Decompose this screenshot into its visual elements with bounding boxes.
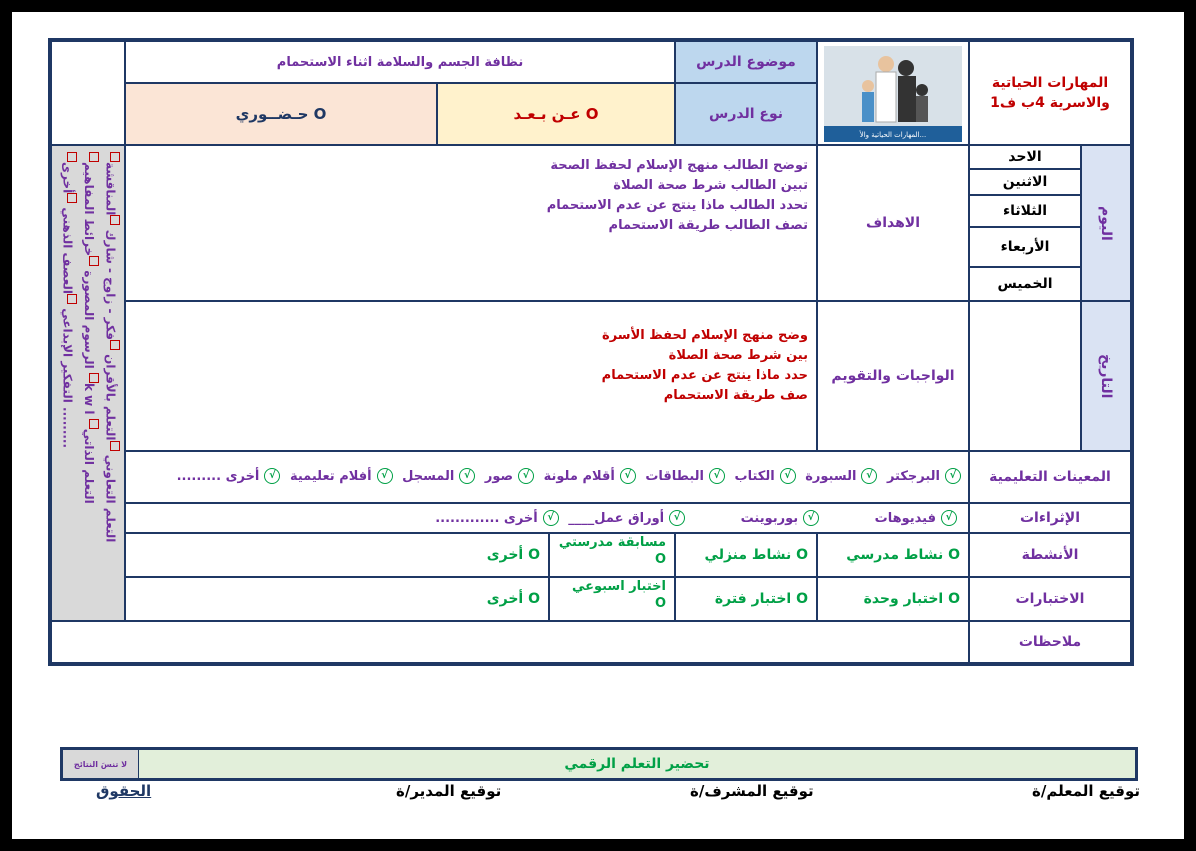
lesson-type-label: نوع الدرس [675, 83, 817, 145]
strategy-item: k w l [82, 382, 96, 415]
check-icon[interactable]: √ [709, 468, 725, 484]
image-caption: المهارات الحياتية والأ... [859, 131, 927, 139]
objective-item: تبين الطالب شرط صحة الصلاة [613, 178, 808, 193]
day-label: اليوم [1098, 205, 1114, 241]
activities-label: الأنشطة [969, 533, 1131, 577]
homework-item: صف طريقة الاستحمام [663, 388, 808, 403]
objective-item: تحدد الطالب ماذا ينتج عن عدم الاستحمام [546, 198, 808, 213]
notes-content[interactable] [51, 621, 969, 663]
check-icon[interactable]: √ [941, 510, 957, 526]
strategy-item: التفكير الإبداعي [60, 308, 75, 403]
test-weekly-label: اختبار اسبوعي [571, 579, 666, 594]
activity-other[interactable]: أخرى O [125, 533, 549, 577]
enrichment-item: أخرى ............. [435, 510, 538, 526]
check-icon[interactable]: √ [669, 510, 685, 526]
objectives-content [125, 145, 817, 301]
activity-school[interactable]: نشاط مدرسي O [817, 533, 969, 577]
date-value-cell[interactable] [969, 301, 1081, 451]
day-monday: الاثنين [969, 169, 1081, 195]
homework-label: الواجبات والتقويم [817, 301, 969, 451]
activity-competition[interactable] [549, 533, 675, 577]
day-tuesday: الثلاثاء [969, 195, 1081, 227]
day-label-cell [1081, 145, 1131, 301]
tests-label: الاختبارات [969, 577, 1131, 621]
lesson-topic-label: موضوع الدرس [675, 41, 817, 83]
date-label: التاريخ [1098, 353, 1114, 399]
homework-content [125, 301, 817, 451]
homework-item: حدد ماذا ينتج عن عدم الاستحمام [601, 368, 808, 383]
date-label-cell [1081, 301, 1131, 451]
teacher-signature: توقيع المعلم/ة [1032, 782, 1140, 800]
digital-prep-title: تحضير التعلم الرقمي [564, 756, 710, 772]
test-unit[interactable]: اختبار وحدة O [817, 577, 969, 621]
strategy-item: العصف الذهني [60, 207, 75, 295]
check-icon[interactable]: √ [377, 468, 393, 484]
check-icon[interactable]: √ [945, 468, 961, 484]
inperson-option[interactable]: حـضــوري O [125, 83, 437, 145]
remote-option[interactable]: عـن بـعـد O [437, 83, 675, 145]
teaching-aids-label: المعينات التعليمية [969, 451, 1131, 503]
activity-competition-label: مسابقة مدرستي [558, 535, 666, 550]
top-left-blank [51, 41, 125, 145]
objectives-label: الاهداف [817, 145, 969, 301]
test-other[interactable]: أخرى O [125, 577, 549, 621]
check-icon[interactable]: √ [803, 510, 819, 526]
digital-side-cell [63, 750, 139, 778]
aid-item: أخرى ......... [176, 468, 260, 484]
test-weekly[interactable] [549, 577, 675, 621]
day-sunday: الاحد [969, 145, 1081, 169]
strategy-item: التعلم الذاتي [82, 428, 96, 504]
digital-prep-bar [60, 747, 1138, 781]
aid-item: المسجل [402, 468, 455, 484]
enrichment-item: أوراق عمل____ [568, 510, 665, 526]
check-icon[interactable]: √ [459, 468, 475, 484]
aid-item: صور [484, 468, 514, 484]
test-weekly-mark: O [654, 596, 666, 611]
aid-item: أفلام تعليمية [289, 468, 372, 484]
enrichment-label: الإثراءات [969, 503, 1131, 533]
strategy-item: التعلم التعاوني [103, 454, 118, 543]
check-icon[interactable]: √ [543, 510, 559, 526]
aid-item: البطاقات [645, 468, 704, 484]
family-illustration [824, 46, 962, 142]
rights-link[interactable]: الحقوق [96, 782, 152, 800]
subject-title [969, 41, 1131, 145]
day-wednesday: الأربعاء [969, 227, 1081, 267]
strategy-item: خرائط المفاهيم [82, 162, 96, 257]
subject-title-line1: المهارات الحياتية [991, 75, 1109, 91]
check-icon[interactable]: √ [264, 468, 280, 484]
objective-item: توضح الطالب منهج الإسلام لحفظ الصحة [550, 158, 808, 173]
day-thursday: الخميس [969, 267, 1081, 301]
activity-competition-mark: O [654, 552, 666, 567]
lesson-topic-value: نظافة الجسم والسلامة اثناء الاستحمام [125, 41, 675, 83]
test-period[interactable]: اختبار فترة O [675, 577, 817, 621]
digital-side-text: لا تنسَ النتائج [73, 759, 128, 769]
check-icon[interactable]: √ [780, 468, 796, 484]
strategy-item: الرسوم المصورة [82, 270, 96, 369]
homework-item: بين شرط صحة الصلاة [668, 348, 808, 363]
check-icon[interactable]: √ [620, 468, 636, 484]
enrichment-item: بوربوينت [740, 510, 799, 526]
strategy-item: فكر - زاوج - شارك [103, 229, 118, 340]
check-icon[interactable]: √ [518, 468, 534, 484]
strategies-column [51, 145, 125, 621]
lesson-image-cell [817, 41, 969, 145]
teaching-aids-content [125, 451, 969, 503]
supervisor-signature: توقيع المشرف/ة [690, 782, 814, 800]
strategy-item: أخرى ......... [60, 162, 75, 449]
enrichment-item: فيديوهات [874, 510, 936, 526]
strategy-item: المناقشة [103, 162, 118, 216]
enrichment-content [125, 503, 969, 533]
aid-item: الكتاب [734, 468, 775, 484]
aid-item: السبورة [805, 468, 857, 484]
aid-item: أقلام ملونة [543, 468, 615, 484]
objective-item: تصف الطالب طريقة الاستحمام [608, 218, 808, 233]
check-icon[interactable]: √ [861, 468, 877, 484]
homework-item: وضح منهج الإسلام لحفظ الأسرة [602, 328, 808, 343]
principal-signature: توقيع المدير/ة [396, 782, 502, 800]
activity-home[interactable]: نشاط منزلي O [675, 533, 817, 577]
strategy-item: التعلم بالأقران [103, 354, 118, 441]
aid-item: البرجكتر [886, 468, 940, 484]
subject-title-line2: والاسرية 4ب ف1 [990, 95, 1110, 111]
notes-label: ملاحظات [969, 621, 1131, 663]
lesson-plan-frame [48, 38, 1134, 666]
